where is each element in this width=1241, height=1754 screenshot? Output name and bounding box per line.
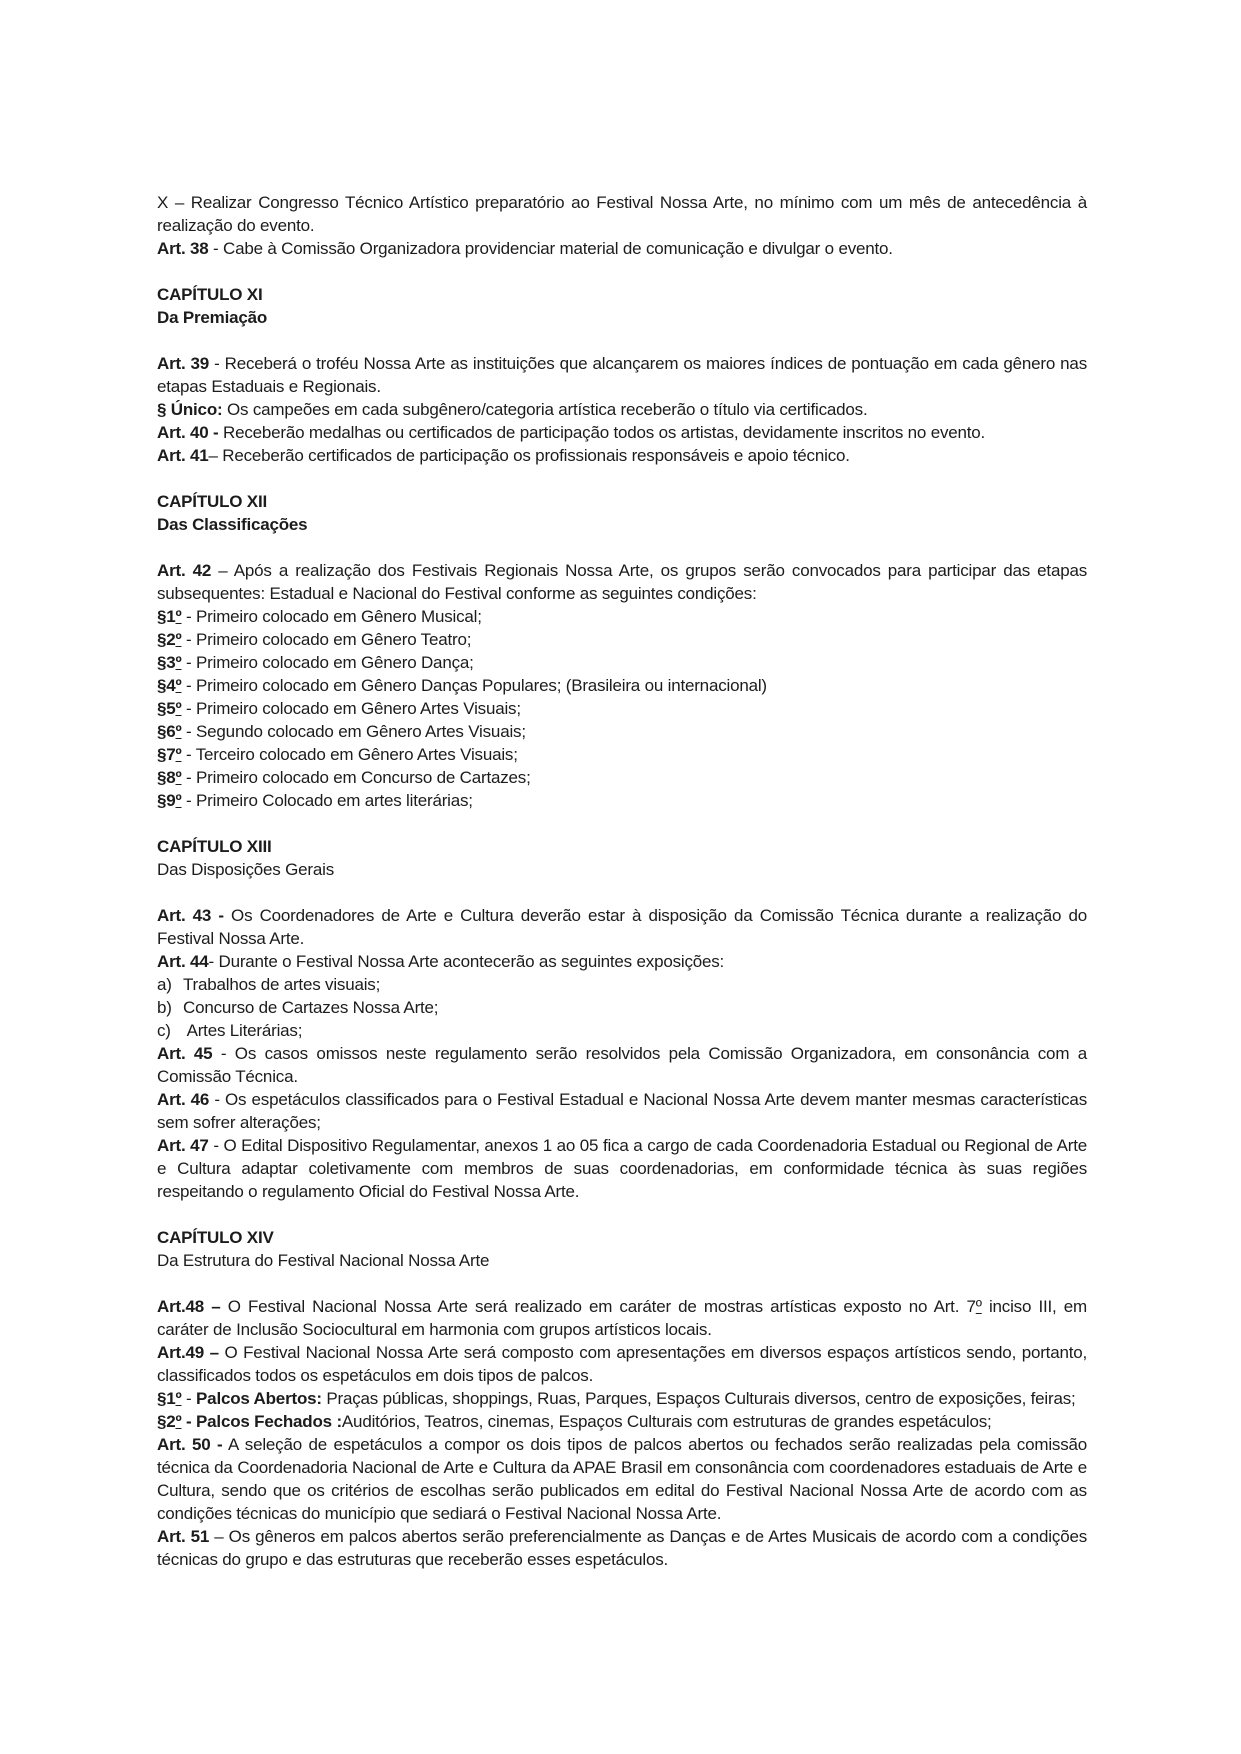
- body-paragraph: [157, 1042, 1087, 1088]
- text-run: CAPÍTULO XI: [157, 285, 263, 304]
- list-item: [157, 996, 1087, 1019]
- body-paragraph: [157, 674, 1087, 697]
- list-item: [157, 1019, 1087, 1042]
- blank-line: [157, 812, 1087, 835]
- text-run: Art. 51: [157, 1527, 210, 1546]
- chapter-heading: [157, 1226, 1087, 1249]
- text-run: Da Premiação: [157, 308, 268, 327]
- text-run: º: [175, 699, 182, 718]
- body-paragraph: [157, 904, 1087, 950]
- body-paragraph: [157, 628, 1087, 651]
- blank-line: [157, 881, 1087, 904]
- list-item: [157, 973, 1087, 996]
- text-run: X – Realizar Congresso Técnico Artístico preparatório ao Festival Nossa Arte, no mínimo com um mês de antecedência à realização do evento.: [157, 193, 1087, 235]
- chapter-heading: [157, 490, 1087, 513]
- text-run: Artes Literárias;: [183, 1021, 303, 1040]
- body-paragraph: [157, 1088, 1087, 1134]
- text-run: Os Coordenadores de Arte e Cultura deverão estar à disposição da Comissão Técnica durante a realização do Festival Nossa Arte.: [157, 906, 1088, 948]
- text-run: º: [175, 630, 182, 649]
- text-run: -: [181, 1389, 197, 1408]
- body-paragraph: [157, 1410, 1087, 1433]
- text-run: - Primeiro colocado em Gênero Artes Visuais;: [181, 699, 521, 718]
- text-run: §6: [157, 722, 176, 741]
- text-run: CAPÍTULO XIV: [157, 1228, 274, 1247]
- text-run: Trabalhos de artes visuais;: [183, 975, 381, 994]
- text-run: §7: [157, 745, 176, 764]
- text-run: - Os casos omissos neste regulamento serão resolvidos pela Comissão Organizadora, em consonância com a Comissão Técnica.: [157, 1044, 1087, 1086]
- blank-line: [157, 1272, 1087, 1295]
- body-paragraph: [157, 1295, 1087, 1341]
- body-paragraph: [157, 559, 1087, 605]
- text-run: Art. 46: [157, 1090, 210, 1109]
- body-paragraph: [157, 191, 1087, 237]
- text-run: Art. 38: [157, 239, 209, 258]
- text-run: º: [175, 607, 182, 626]
- text-run: §9: [157, 791, 176, 810]
- list-marker: c): [157, 1021, 171, 1040]
- blank-line: [157, 1203, 1087, 1226]
- text-run: Os campeões em cada subgênero/categoria artística receberão o título via certificados.: [222, 400, 868, 419]
- text-run: - O Edital Dispositivo Regulamentar, anexos 1 ao 05 fica a cargo de cada Coordenadoria Estadual ou Regional de Arte e Cultura adaptar coletivamente com membros de suas coordenadorias, em conformidade técnica às suas regiões respeitando o regulamento Oficial do Festival Nossa Arte.: [157, 1136, 1087, 1201]
- chapter-subtitle: [157, 1249, 1087, 1272]
- blank-line: [157, 329, 1087, 352]
- text-run: - Durante o Festival Nossa Arte acontecerão as seguintes exposições:: [208, 952, 725, 971]
- text-run: O Festival Nacional Nossa Arte será composto com apresentações em diversos espaços artísticos sendo, portanto, classificados todos os espetáculos em dois tipos de palcos.: [157, 1343, 1088, 1385]
- text-run: CAPÍTULO XII: [157, 492, 267, 511]
- text-run: - Receberá o troféu Nossa Arte as instituições que alcançarem os maiores índices de pontuação em cada gênero nas etapas Estaduais e Regionais.: [157, 354, 1087, 396]
- body-paragraph: [157, 1341, 1087, 1387]
- text-run: A seleção de espetáculos a compor os dois tipos de palcos abertos ou fechados serão realizadas pela comissão técnica da Coordenadoria Nacional de Arte e Cultura da APAE Brasil em consonância com coordenadores estaduais de Arte e Cultura, sendo que os critérios de escolhas serão publicados em edital do Festival Nacional Nossa Arte de acordo com as condições técnicas do município que sediará o Festival Nacional Nossa Arte.: [157, 1435, 1088, 1523]
- text-run: Art. 50 -: [157, 1435, 223, 1454]
- text-run: Palcos Abertos:: [196, 1389, 322, 1408]
- text-run: - Primeiro colocado em Gênero Dança;: [181, 653, 474, 672]
- text-run: - Primeiro colocado em Gênero Danças Populares; (Brasileira ou internacional): [181, 676, 767, 695]
- text-run: Art. 43 -: [157, 906, 224, 925]
- text-run: §3: [157, 653, 176, 672]
- text-run: – Receberão certificados de participação os profissionais responsáveis e apoio técnico.: [208, 446, 850, 465]
- body-paragraph: [157, 950, 1087, 973]
- text-run: - Primeiro colocado em Gênero Teatro;: [181, 630, 472, 649]
- text-run: Art. 39: [157, 354, 210, 373]
- text-run: Art. 45: [157, 1044, 213, 1063]
- text-run: - Primeiro Colocado em artes literárias;: [181, 791, 473, 810]
- text-run: §2: [157, 1412, 176, 1431]
- body-paragraph: [157, 651, 1087, 674]
- text-run: – Após a realização dos Festivais Regionais Nossa Arte, os grupos serão convocados para participar das etapas subsequentes: Estadual e Nacional do Festival conforme as seguintes condições:: [157, 561, 1088, 603]
- blank-line: [157, 467, 1087, 490]
- body-paragraph: [157, 421, 1087, 444]
- body-paragraph: [157, 789, 1087, 812]
- text-run: º: [175, 676, 182, 695]
- chapter-subtitle: [157, 513, 1087, 536]
- chapter-subtitle: [157, 858, 1087, 881]
- text-run: - Cabe à Comissão Organizadora providenciar material de comunicação e divulgar o evento.: [208, 239, 893, 258]
- text-run: - Terceiro colocado em Gênero Artes Visuais;: [181, 745, 518, 764]
- body-paragraph: [157, 743, 1087, 766]
- text-run: § Único:: [157, 400, 223, 419]
- text-run: inciso III, em caráter de Inclusão Sociocultural em harmonia com grupos artísticos locais.: [157, 1297, 1087, 1339]
- text-run: – Os gêneros em palcos abertos serão preferencialmente as Danças e de Artes Musicais de acordo com a condições técnicas do grupo e das estruturas que receberão esses espetáculos.: [157, 1527, 1087, 1569]
- body-paragraph: [157, 697, 1087, 720]
- body-paragraph: [157, 237, 1087, 260]
- text-run: º: [175, 1412, 182, 1431]
- body-paragraph: [157, 1433, 1087, 1525]
- text-run: CAPÍTULO XIII: [157, 837, 272, 856]
- text-run: Das Disposições Gerais: [157, 860, 334, 879]
- body-paragraph: [157, 605, 1087, 628]
- body-paragraph: [157, 720, 1087, 743]
- text-run: Art. 44: [157, 952, 209, 971]
- text-run: Concurso de Cartazes Nossa Arte;: [183, 998, 439, 1017]
- text-run: Receberão medalhas ou certificados de participação todos os artistas, devidamente inscritos no evento.: [218, 423, 986, 442]
- text-run: Art. 40 -: [157, 423, 219, 442]
- text-run: Praças públicas, shoppings, Ruas, Parques, Espaços Culturais diversos, centro de exposições, feiras;: [321, 1389, 1076, 1408]
- list-marker: a): [157, 975, 172, 994]
- body-paragraph: [157, 398, 1087, 421]
- text-run: - Segundo colocado em Gênero Artes Visuais;: [181, 722, 526, 741]
- chapter-subtitle: [157, 306, 1087, 329]
- text-run: §1: [157, 1389, 176, 1408]
- text-run: º: [175, 768, 182, 787]
- text-run: º: [175, 1389, 182, 1408]
- body-paragraph: [157, 1387, 1087, 1410]
- blank-line: [157, 260, 1087, 283]
- text-run: Art.48 –: [157, 1297, 221, 1316]
- text-run: º: [175, 745, 182, 764]
- body-paragraph: [157, 352, 1087, 398]
- text-run: Art. 42: [157, 561, 212, 580]
- body-paragraph: [157, 444, 1087, 467]
- text-run: §5: [157, 699, 176, 718]
- text-run: - Primeiro colocado em Gênero Musical;: [181, 607, 482, 626]
- text-run: §1: [157, 607, 176, 626]
- text-run: º: [175, 653, 182, 672]
- body-paragraph: [157, 1134, 1087, 1203]
- text-run: Art. 41: [157, 446, 209, 465]
- blank-line: [157, 536, 1087, 559]
- text-run: - Palcos Fechados :: [181, 1412, 342, 1431]
- text-run: Art.49 –: [157, 1343, 219, 1362]
- body-paragraph: [157, 1525, 1087, 1571]
- text-run: Da Estrutura do Festival Nacional Nossa Arte: [157, 1251, 490, 1270]
- text-run: º: [975, 1297, 982, 1316]
- text-run: §8: [157, 768, 176, 787]
- text-run: º: [175, 722, 182, 741]
- text-run: Art. 47: [157, 1136, 209, 1155]
- text-run: O Festival Nacional Nossa Arte será realizado em caráter de mostras artísticas exposto no Art. 7: [220, 1297, 976, 1316]
- chapter-heading: [157, 283, 1087, 306]
- text-run: º: [175, 791, 182, 810]
- list-marker: b): [157, 998, 172, 1017]
- text-run: - Primeiro colocado em Concurso de Cartazes;: [181, 768, 531, 787]
- text-run: §4: [157, 676, 176, 695]
- text-run: Auditórios, Teatros, cinemas, Espaços Culturais com estruturas de grandes espetáculos;: [341, 1412, 992, 1431]
- text-run: §2: [157, 630, 176, 649]
- chapter-heading: [157, 835, 1087, 858]
- text-run: - Os espetáculos classificados para o Festival Estadual e Nacional Nossa Arte devem manter mesmas características sem sofrer alterações;: [157, 1090, 1087, 1132]
- text-run: Das Classificações: [157, 515, 308, 534]
- body-paragraph: [157, 766, 1087, 789]
